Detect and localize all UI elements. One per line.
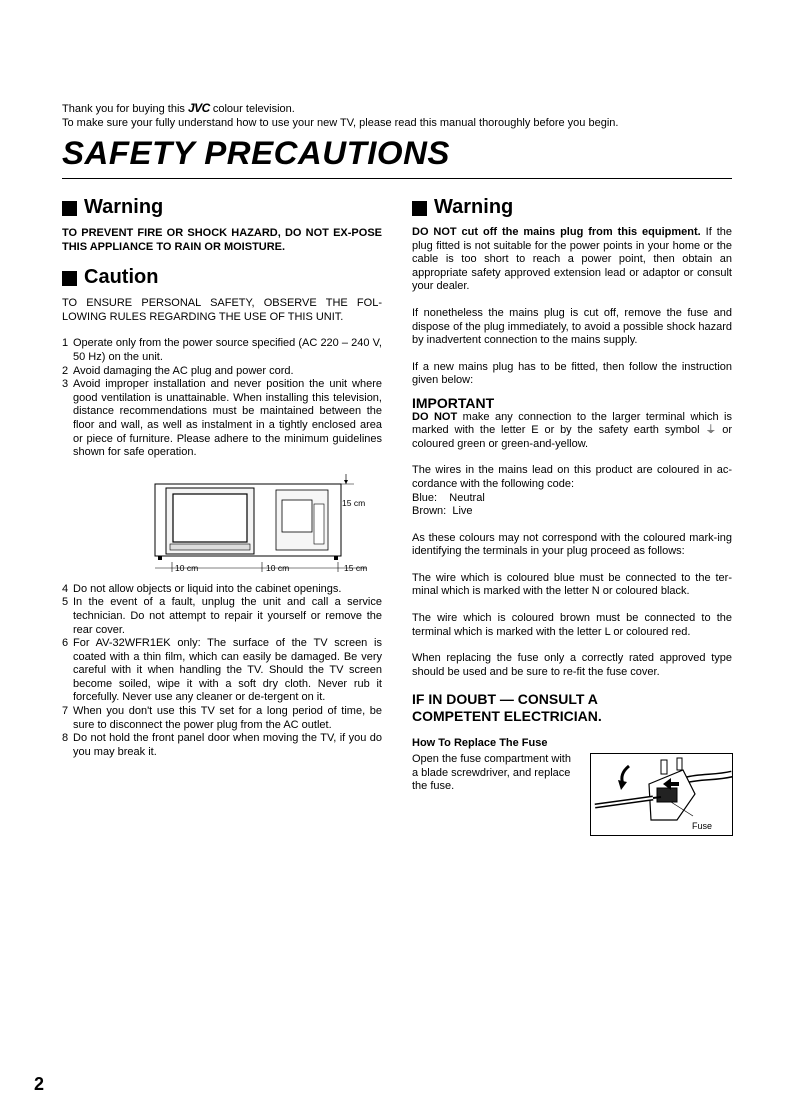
item-number: 2 <box>62 364 69 377</box>
dim-label-left: 10 cm <box>175 562 199 573</box>
item-text: Avoid damaging the AC plug and power cord. <box>73 364 294 377</box>
mains-plug-bold: DO NOT cut off the mains plug from this equipment. <box>412 226 701 238</box>
right-column <box>412 195 732 843</box>
item-text: When you don't use this TV set for a long period of time, be sure to disconnect the power plug from the AC outlet. <box>73 705 382 731</box>
fuse-illustration <box>590 753 733 836</box>
item-number: 1 <box>62 337 69 350</box>
doubt-line-2: COMPETENT ELECTRICIAN. <box>412 708 602 725</box>
item-number: 6 <box>62 637 69 650</box>
dim-label-mid: 10 cm <box>266 562 290 573</box>
intro-line-1 <box>62 101 618 116</box>
list-item <box>62 365 382 379</box>
caution-heading <box>62 265 382 291</box>
earth-symbol-icon: ⏚ <box>705 424 717 437</box>
jvc-logo: JVC <box>187 101 210 115</box>
item-number: 3 <box>62 378 69 391</box>
fuse-section <box>412 753 732 843</box>
dim-label-top: 15 cm <box>342 497 366 508</box>
list-item <box>62 337 382 364</box>
rules-list-a <box>62 337 382 459</box>
intro-line-2: To make sure your fully understand how to use your new TV, please read this manual thoroughly before you begin. <box>62 117 619 129</box>
warning-heading <box>62 195 382 221</box>
page-number: 2 <box>34 1074 45 1094</box>
fuse-heading: How To Replace The Fuse <box>412 737 548 750</box>
square-bullet-icon <box>62 271 77 286</box>
item-text: Do not hold the front panel door when moving the TV, if you do you may break it. <box>73 732 382 758</box>
do-not-bold: DO NOT <box>412 410 458 423</box>
list-item <box>62 596 382 637</box>
list-item <box>62 637 382 705</box>
dim-label-right: 15 cm <box>344 562 368 573</box>
earth-paragraph <box>412 411 732 452</box>
intro-text-end: colour television. <box>212 103 295 115</box>
item-number: 7 <box>62 705 69 718</box>
warning-heading-text: Warning <box>84 196 164 219</box>
caution-heading-text: Caution <box>84 266 159 289</box>
paragraph: If nonetheless the mains plug is cut off, remove the fuse and dispose of the plug immediately, to avoid a possible shock hazard by inadvertent connection to the mains supply. <box>412 306 732 347</box>
plug-fuse-icon <box>591 754 732 835</box>
intro-text: Thank you for buying this <box>62 103 185 115</box>
list-item <box>62 583 382 597</box>
warning-heading-text: Warning <box>434 196 514 219</box>
fuse-label: Fuse <box>692 821 713 832</box>
item-text: Avoid improper installation and never position the unit where good ventilation is unattainable. When installing this television, distance recommendations must be maintained between the floor and wall, as well as instalment in a tightly enclosed area or piece of furniture. Please adhere to the minimum guidelines shown for safe operation. <box>73 378 382 459</box>
paragraph: If a new mains plug has to be fitted, then follow the instruction given below: <box>412 360 732 387</box>
item-number: 5 <box>62 596 69 609</box>
item-text: Do not allow objects or liquid into the cabinet openings. <box>73 582 342 595</box>
item-number: 4 <box>62 582 69 595</box>
item-text: In the event of a fault, unplug the unit and call a service technician. Do not attempt to repair it yourself or remove the rear cover. <box>73 596 382 636</box>
square-bullet-icon <box>62 201 77 216</box>
list-item <box>62 732 382 759</box>
item-text: Operate only from the power source specified (AC 220 – 240 V, 50 Hz) on the unit. <box>73 337 382 363</box>
paragraph: When replacing the fuse only a correctly rated approved type should be used and be sure to re-fit the fuse cover. <box>412 652 732 678</box>
tv-clearance-illustration <box>62 464 382 577</box>
code-brown: Brown: Live <box>412 505 473 518</box>
code-blue: Blue: Neutral <box>412 491 485 504</box>
page-title: SAFETY PRECAUTIONS <box>62 134 450 171</box>
fuse-instructions: Open the fuse compartment with a blade screwdriver, and replace the fuse. <box>412 753 571 793</box>
paragraph: The wire which is coloured blue must be connected to the ter-minal which is marked with the letter N or coloured black. <box>412 571 732 598</box>
rules-list-b <box>62 583 382 760</box>
intro <box>62 101 618 130</box>
list-item <box>62 705 382 732</box>
warning-heading-right <box>412 195 732 221</box>
item-text: For AV-32WFR1EK only: The surface of the TV screen is coated with a thin film, which can easily be damaged. Be very careful with it when handling the TV. Should the TV screen become soiled, wipe it with a soft dry cloth. Never rub it forcefully. Never use any cleaner or de-tergent on it. <box>73 637 382 704</box>
mains-plug-rest: If the plug fitted is not suitable for the power points in your home or the cable is too short to reach a power point, then obtain an appropriate safety approved extension lead or adaptor or consult your dealer. <box>412 226 732 293</box>
earth-text-b: or coloured green or green-and-yellow. <box>412 424 732 450</box>
paragraph: The wires in the mains lead on this product are coloured in ac-cordance with the following code: <box>412 464 732 490</box>
left-column <box>62 195 382 759</box>
earth-text-a: make any connection to the larger terminal which is marked with the letter E or by the safety earth symbol <box>412 410 732 437</box>
list-item <box>62 378 382 460</box>
item-number: 8 <box>62 732 69 745</box>
paragraph: The wire which is coloured brown must be connected to the terminal which is marked with the letter L or coloured red. <box>412 612 732 638</box>
square-bullet-icon <box>412 201 427 216</box>
doubt-line-1: IF IN DOUBT — CONSULT A <box>412 691 598 708</box>
paragraph: As these colours may not correspond with the coloured mark-ing identifying the terminals in your plug proceed as follows: <box>412 531 732 558</box>
warning-text: TO PREVENT FIRE OR SHOCK HAZARD, DO NOT EX-POSE THIS APPLIANCE TO RAIN OR MOISTURE. <box>62 227 382 253</box>
clearance-diagram <box>62 464 382 577</box>
mains-plug-paragraph <box>412 226 732 294</box>
title-divider <box>62 178 732 179</box>
important-heading: IMPORTANT <box>412 394 495 411</box>
caution-text: TO ENSURE PERSONAL SAFETY, OBSERVE THE FOL-LOWING RULES REGARDING THE USE OF THIS UNIT. <box>62 297 382 323</box>
